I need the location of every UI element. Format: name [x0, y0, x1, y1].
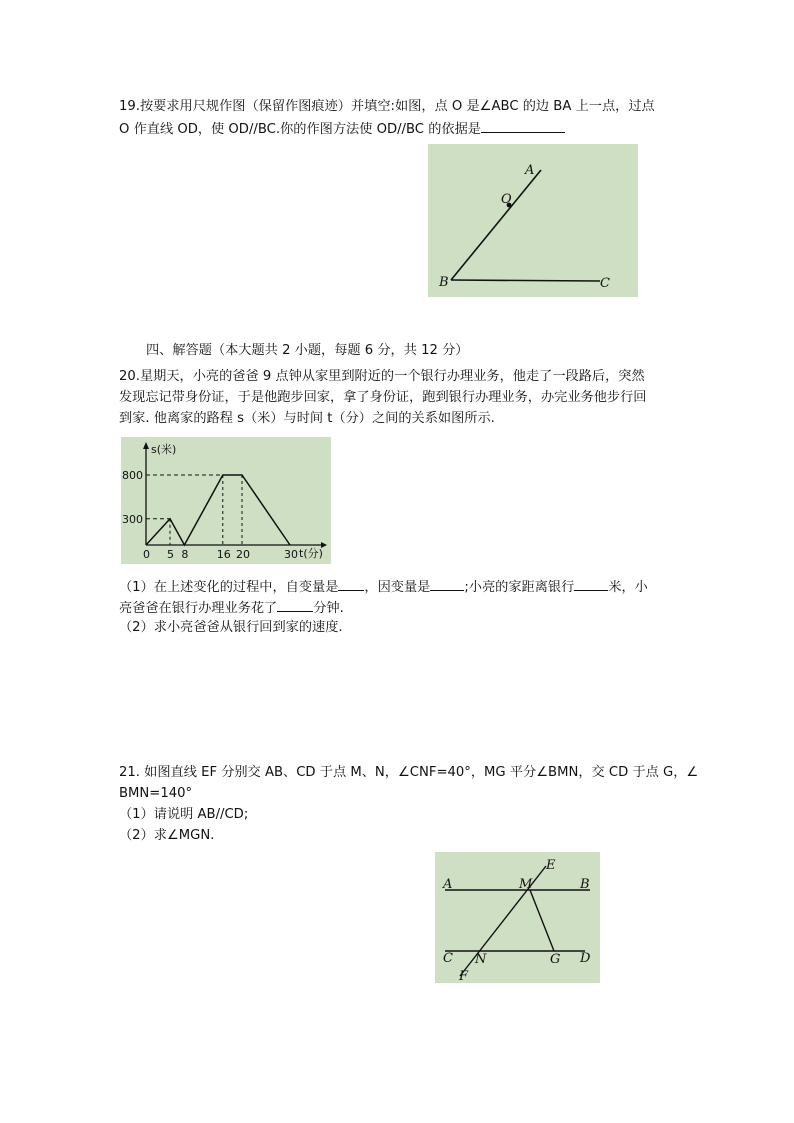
q21-figure: [435, 852, 600, 983]
chart-axes: [143, 442, 327, 560]
x-tick-label-30: 30: [284, 548, 298, 561]
q19-answer-blank[interactable]: [481, 119, 565, 133]
blank-independent-var[interactable]: [338, 577, 364, 591]
x-tick-label-8: 8: [181, 548, 189, 561]
q19-line-2: [119, 119, 565, 139]
label-m: M: [519, 877, 533, 892]
label-b: B: [580, 877, 590, 892]
label-f: F: [459, 969, 469, 983]
y-tick-label-800: 800: [122, 469, 143, 482]
q21-line-1: 21. 如图直线 EF 分别交 AB、CD 于点 M、N，∠CNF=40°，MG 平分∠BMN，交 CD 于点 G，∠: [119, 765, 699, 780]
q20-line-2: 发现忘记带身份证，于是他跑步回家，拿了身份证，跑到银行办理业务，办完业务他步行回: [119, 390, 647, 405]
label-c: C: [600, 276, 610, 291]
q19-figure-svg: [428, 144, 638, 297]
label-o: O: [501, 192, 512, 207]
q20-chart: [121, 437, 331, 564]
q19-line-2-text: O 作直线 OD，使 OD//BC.你的作图方法使 OD//BC 的依据是: [119, 122, 481, 137]
q20-part1-line2-b: 分钟.: [313, 601, 344, 616]
x-tick-label-20: 20: [236, 548, 250, 561]
label-g: G: [550, 952, 561, 967]
label-a: A: [525, 163, 535, 178]
q19-line-1: 19.按要求用尺规作图（保留作图痕迹）并填空:如图，点 O 是∠ABC 的边 BA 上一点，过点: [119, 99, 655, 114]
x-axis-label: t(分): [299, 547, 323, 560]
chart-ticks: [122, 469, 298, 561]
q21-part-1: （1）请说明 AB//CD;: [119, 807, 249, 822]
q20-part-1-line-2: [119, 598, 344, 618]
blank-distance[interactable]: [574, 577, 608, 591]
label-a: A: [443, 877, 453, 892]
label-b: B: [439, 275, 449, 290]
blank-business-minutes[interactable]: [277, 598, 313, 612]
label-e: E: [546, 858, 556, 873]
label-d: D: [580, 951, 591, 966]
ray-bc: [451, 280, 600, 281]
label-c: C: [443, 951, 453, 966]
label-n: N: [475, 952, 487, 967]
q21-part-2: （2）求∠MGN.: [119, 828, 215, 843]
q19-figure: [428, 144, 638, 297]
q20-part1-line2-a: 亮爸爸在银行办理业务花了: [119, 601, 278, 616]
y-axis-label: s(米): [151, 443, 177, 456]
q21-line-2: BMN=140°: [119, 786, 193, 801]
q20-part-1-line-1: [119, 577, 648, 597]
q20-part1-c: ;小亮的家距离银行: [464, 580, 575, 595]
q20-part-2: （2）求小亮爸爸从银行回到家的速度.: [119, 620, 343, 635]
ray-ba: [451, 170, 541, 280]
segment-mg: [530, 890, 554, 951]
x-tick-label-5: 5: [167, 548, 174, 561]
q20-line-1: 20.星期天，小亮的爸爸 9 点钟从家里到附近的一个银行办理业务，他走了一段路后，突然: [119, 369, 645, 384]
q20-part1-b: ，因变量是: [364, 580, 431, 595]
blank-dependent-var[interactable]: [430, 577, 464, 591]
y-tick-label-300: 300: [122, 512, 143, 526]
q21-figure-svg: [435, 852, 600, 983]
section-4-heading: 四、解答题（本大题共 2 小题，每题 6 分，共 12 分）: [146, 343, 469, 358]
line-ef: [460, 866, 546, 976]
q20-line-3: 到家. 他离家的路程 s（米）与时间 t（分）之间的关系如图所示.: [119, 411, 495, 426]
q20-part1-a: （1）在上述变化的过程中，自变量是: [119, 580, 339, 595]
distance-time-line: [146, 475, 290, 545]
q20-chart-svg: [121, 437, 331, 564]
x-tick-label-16: 16: [216, 548, 231, 561]
y-axis-arrow: [143, 442, 149, 449]
x-tick-label-0: 0: [143, 548, 150, 561]
chart-guides: [146, 475, 242, 545]
chart-series: [146, 475, 290, 545]
q20-part1-d: 米，小: [608, 580, 648, 595]
